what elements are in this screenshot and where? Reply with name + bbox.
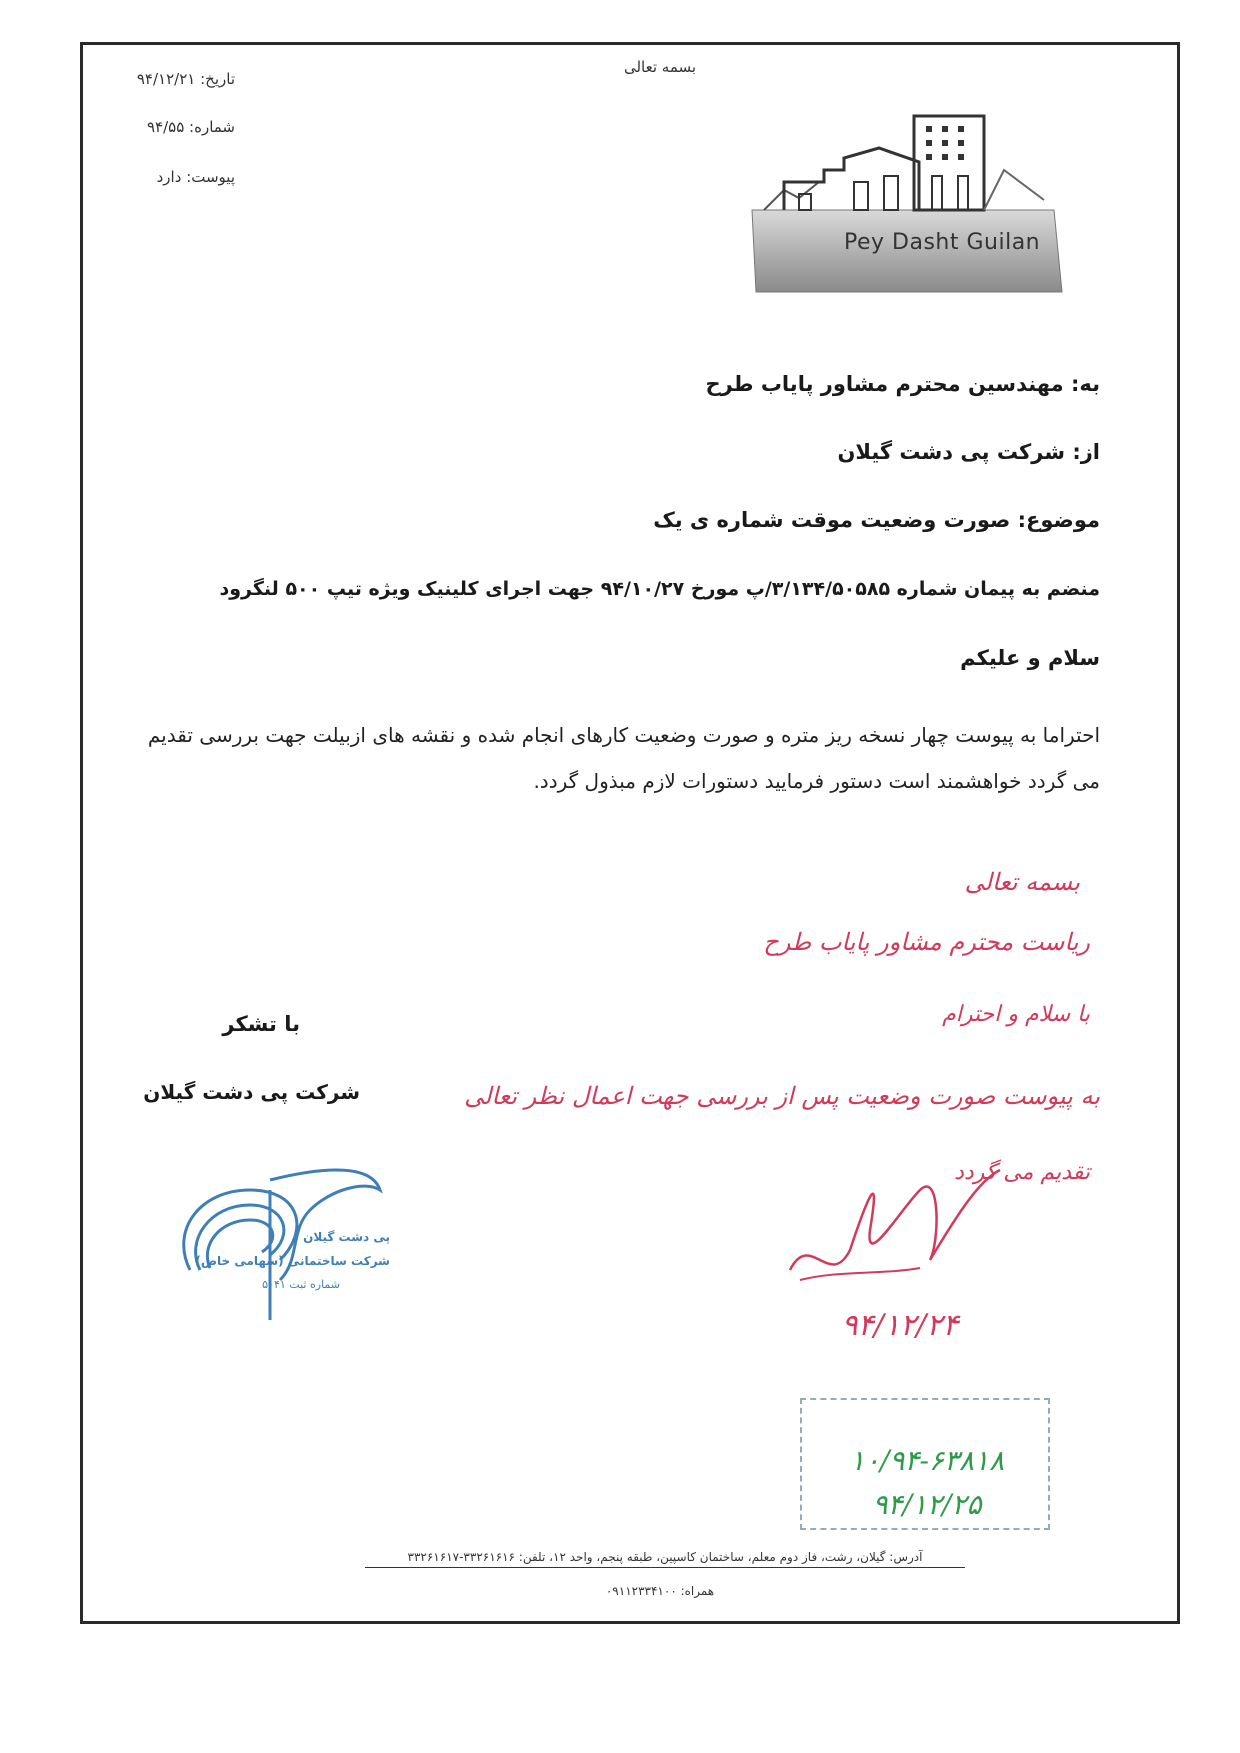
handwritten-line-1: بسمه تعالی xyxy=(964,868,1080,896)
logo-text: Pey Dasht Guilan xyxy=(844,230,1041,255)
company-stamp xyxy=(160,1150,400,1330)
stamp-line-1: پی دشت گیلان xyxy=(303,1230,390,1244)
from-label: از: xyxy=(1072,440,1100,464)
handwritten-line-2: ریاست محترم مشاور پایاب طرح xyxy=(763,928,1090,956)
to-row xyxy=(600,372,1100,396)
handwritten-line-5: تقدیم می گردد xyxy=(954,1160,1090,1185)
handwritten-line-3: با سلام و احترام xyxy=(942,1002,1090,1027)
stamp-line-2: شرکت ساختمانی (سهامی خاص) xyxy=(195,1254,390,1268)
from-value: شرکت پی دشت گیلان xyxy=(837,440,1065,464)
subject-label: موضوع: xyxy=(1017,508,1100,532)
registration-number: ۱۰/۹۴-۶۳۸۱۸ xyxy=(849,1444,1005,1477)
footer-mobile: همراه: ۰۹۱۱۲۳۳۴۱۰۰ xyxy=(605,1584,715,1598)
attachment-row xyxy=(95,168,235,186)
handwritten-date: ۹۴/۱۲/۲۴ xyxy=(841,1308,959,1343)
closing: با تشکر xyxy=(222,1012,300,1036)
registration-date: ۹۴/۱۲/۲۵ xyxy=(872,1488,982,1521)
number-label: شماره: xyxy=(189,118,235,136)
number-row xyxy=(95,118,235,136)
to-value: مهندسین محترم مشاور پایاب طرح xyxy=(705,372,1064,396)
footer-address: آدرس: گیلان، رشت، فاز دوم معلم، ساختمان کاسپین، طبقه پنجم، واحد ۱۲، تلفن: ۳۳۲۶۱۶۱۶-۳۳۲۶۱۶۱۷ xyxy=(365,1550,965,1568)
letter-body xyxy=(130,712,1100,804)
building-icon xyxy=(744,110,1074,300)
from-row xyxy=(600,440,1100,464)
contract-reference: منضم به پیمان شماره ۳/۱۳۴/۵۰۵۸۵/پ مورخ ۹۴/۱۰/۲۷ جهت اجرای کلینیک ویژه تیپ ۵۰۰ لنگرود xyxy=(219,578,1100,600)
signature-scribble-icon xyxy=(770,1150,1030,1300)
company-logo xyxy=(744,110,1074,300)
body-line-1: احتراما به پیوست چهار نسخه ریز متره و صورت وضعیت کارهای انجام شده و نقشه های ازبیلت جهت بررسی تقدیم xyxy=(147,723,1100,747)
date-row xyxy=(95,70,235,88)
attachment-label: پیوست: xyxy=(186,168,235,186)
signature-company: شرکت پی دشت گیلان xyxy=(143,1080,360,1104)
number-value: ۹۴/۵۵ xyxy=(146,118,185,136)
attachment-value: دارد xyxy=(156,168,182,186)
body-line-2: می گردد خواهشمند است دستور فرمایید دستورات لازم مبذول گردد. xyxy=(533,769,1100,793)
registration-stamp xyxy=(800,1398,1050,1530)
to-label: به: xyxy=(1070,372,1100,396)
subject-row xyxy=(600,508,1100,532)
date-value: ۹۴/۱۲/۲۱ xyxy=(136,70,196,88)
handwritten-line-4: به پیوست صورت وضعیت پس از بررسی جهت اعمال نظر تعالی xyxy=(464,1082,1100,1110)
date-label: تاریخ: xyxy=(200,70,235,88)
greeting: سلام و علیکم xyxy=(960,646,1100,670)
bismillah: بسمه تعالی xyxy=(623,58,697,76)
subject-value: صورت وضعیت موقت شماره ی یک xyxy=(653,508,1011,532)
stamp-line-3: شماره ثبت ۵۰۴۱ xyxy=(262,1278,340,1291)
